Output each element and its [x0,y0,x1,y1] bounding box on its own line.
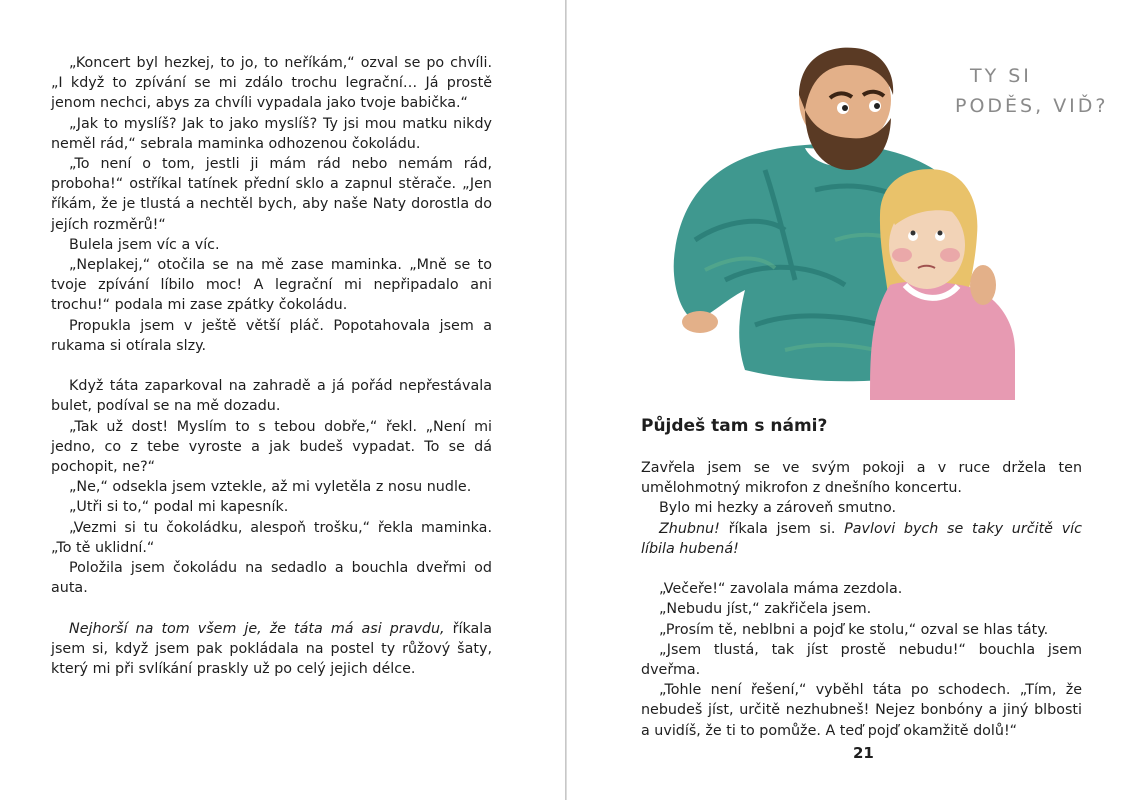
paragraph: „Tohle není řešení,“ vyběhl táta po schodech. „Tím, že nebudeš jíst, určitě nezhubneš! Nejez bonbóny a jiný blbosti a uvidíš, že ti to pomůže. A teď pojď okamžitě dolů!“ [641,682,1082,739]
speech-bubble-line: PODĚS, VIĎ? [955,95,1109,117]
paragraph: „Vezmi si tu čokoládku, alespoň trošku,“ řekla maminka. „To tě uklidní.“ [51,519,492,556]
italic-thought: Nejhorší na tom všem je, že táta má asi pravdu, [69,620,445,637]
paragraph-rest: říkala jsem si. [719,520,845,537]
italic-thought: Zhubnu! [659,520,720,537]
page-number: 21 [853,744,874,762]
paragraph: „Jsem tlustá, tak jíst prostě nebudu!“ bouchla jsem dveřma. [641,641,1082,679]
paragraph: Bylo mi hezky a zároveň smutno. [659,500,897,517]
paragraph [641,519,1082,559]
paragraph: „Koncert byl hezkej, to jo, to neříkám,“ ozval se po chvíli. „I když to zpívání se mi zdálo trochu legrační… Já prostě jenom nechci, abys za chvíli vypadala jako tvoje babička.“ [51,55,492,112]
paragraph: „Jak to myslíš? Jak to jako myslíš? Ty jsi mou matku nikdy neměl rád,“ sebrala maminka odhozenou čokoládu. [51,115,492,152]
paragraph: „Nebudu jíst,“ zakřičela jsem. [659,601,872,618]
paragraph: „Ne,“ odsekla jsem vztekle, až mi vyletěla z nosu nudle. [69,479,472,496]
section-heading: Půjdeš tam s námi? [641,416,828,436]
paragraph: Položila jsem čokoládu na sedadlo a bouchla dveřmi od auta. [51,560,492,597]
paragraph: „To není o tom, jestli ji mám rád nebo nemám rád, proboha!“ ostříkal tatínek přední sklo a zapnul stěrače. „Jen říkám, že je tlustá a nechtěl bych, aby naše Naty dorostla do jejích rozměrů!“ [51,156,492,233]
right-page-text [641,458,1082,741]
paragraph: „Tak už dost! Myslím to s tebou dobře,“ řekl. „Není mi jedno, co z tebe vyroste a jak budeš vypadat. To se dá pochopit, ne?“ [51,418,492,476]
paragraph: Když táta zaparkoval na zahradě a já pořád nepřestávala bulet, podíval se na mě dozadu. [51,378,492,415]
paragraph: „Prosím tě, neblbni a pojď ke stolu,“ ozval se hlas táty. [659,621,1049,638]
paragraph: „Utři si to,“ podal mi kapesník. [69,499,289,516]
italic-thought: Pavlovi bych se taky určitě víc líbila hubená! [641,520,1082,557]
father-hand [682,311,718,333]
speech-bubble-line: TY SI [970,65,1032,87]
paragraph: „Neplakej,“ otočila se na mě zase maminka. „Mně se to tvoje zpívání líbilo moc! A legrační mi nepřipadalo ani trochu!“ podala mi zase zpátky čokoládu. [51,257,492,314]
paragraph [51,619,492,680]
paragraph-rest: říkala jsem si, když jsem pak pokládala na postel ty růžový šaty, který mi při svlíkání praskly už po celý jejich délce. [51,620,493,678]
paragraph: Propukla jsem v ještě větší pláč. Popotahovala jsem a rukama si otírala slzy. [51,317,492,354]
paragraph: Zavřela jsem se ve svým pokoji a v ruce držela ten umělohmotný mikrofon z dnešního koncertu. [641,460,1082,497]
paragraph: Bulela jsem víc a víc. [69,236,220,253]
left-page-text [51,53,492,679]
right-page [567,0,1132,800]
paragraph: „Večeře!“ zavolala máma zezdola. [659,581,903,598]
watercolor-illustration [665,40,1109,410]
